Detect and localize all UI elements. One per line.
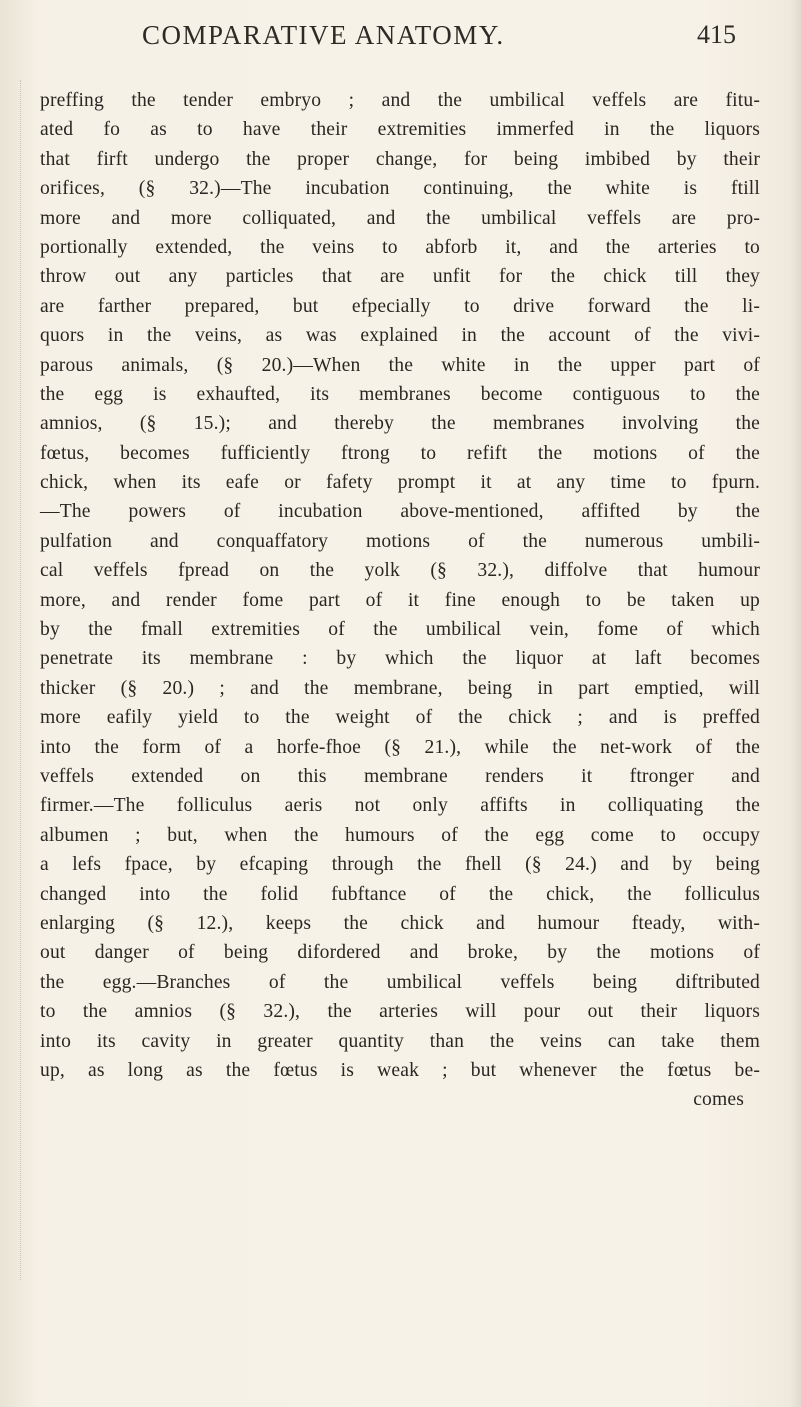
text-line: preffing the tender embryo ; and the umbilical veffels are fitu- xyxy=(40,90,760,111)
text-line: quors in the veins, as was explained in the account of the vivi- xyxy=(40,325,760,347)
text-line: amnios, (§ 15.); and thereby the membranes involving the xyxy=(40,413,760,435)
text-line: firmer.—The folliculus aeris not only affifts in colliquating the xyxy=(40,795,760,817)
page-header xyxy=(0,20,801,70)
text-line: more eafily yield to the weight of the chick ; and is preffed xyxy=(40,707,760,729)
text-line: albumen ; but, when the humours of the egg come to occupy xyxy=(40,824,760,846)
text-line: thicker (§ 20.) ; and the membrane, being in part emptied, will xyxy=(40,677,760,699)
text-line: throw out any particles that are unfit for the chick till they xyxy=(40,266,760,288)
text-line: ated fo as to have their extremities immerfed in the liquors xyxy=(40,119,760,141)
text-line: into the form of a horfe-fhoe (§ 21.), while the net-work of the xyxy=(40,736,760,758)
text-line: out danger of being difordered and broke, by the motions of xyxy=(40,942,760,964)
text-line: a lefs fpace, by efcaping through the fhell (§ 24.) and by being xyxy=(40,854,760,876)
text-line: enlarging (§ 12.), keeps the chick and humour fteady, with- xyxy=(40,912,760,934)
running-title: COMPARATIVE ANATOMY. xyxy=(142,20,505,50)
gutter-shadow xyxy=(0,80,21,1280)
text-line: more, and render fome part of it fine enough to be taken up xyxy=(40,589,760,611)
text-line: by the fmall extremities of the umbilical vein, fome of which xyxy=(40,619,760,641)
text-line: into its cavity in greater quantity than the veins can take them xyxy=(40,1030,760,1052)
text-line: cal veffels fpread on the yolk (§ 32.), diffolve that humour xyxy=(40,560,760,582)
text-line: chick, when its eafe or fafety prompt it at any time to fpurn. xyxy=(40,472,760,494)
catchword: comes xyxy=(693,1089,744,1111)
body-text xyxy=(40,86,760,1115)
text-line: more and more colliquated, and the umbilical veffels are pro- xyxy=(40,207,760,229)
text-line: parous animals, (§ 20.)—When the white in the upper part of xyxy=(40,354,760,376)
text-line: penetrate its membrane : by which the liquor at laft becomes xyxy=(40,648,760,670)
text-line: are farther prepared, but efpecially to drive forward the li- xyxy=(40,295,760,317)
text-line: to the amnios (§ 32.), the arteries will pour out their liquors xyxy=(40,1001,760,1023)
text-line: pulfation and conquaffatory motions of the numerous umbili- xyxy=(40,530,760,552)
text-line: the egg is exhaufted, its membranes become contiguous to the xyxy=(40,383,760,405)
page-number: 415 xyxy=(697,20,736,49)
text-line: orifices, (§ 32.)—The incubation continuing, the white is ftill xyxy=(40,178,760,200)
page-edge-shadow xyxy=(789,0,801,1407)
text-line: —The powers of incubation above-mentioned, affifted by the xyxy=(40,501,760,523)
text-line: the egg.—Branches of the umbilical veffels being diftributed xyxy=(40,971,760,993)
text-line: fœtus, becomes fufficiently ftrong to refift the motions of the xyxy=(40,442,760,464)
text-line: veffels extended on this membrane renders it ftronger and xyxy=(40,765,760,787)
text-line: portionally extended, the veins to abforb it, and the arteries to xyxy=(40,236,760,258)
text-line: up, as long as the fœtus is weak ; but whenever the fœtus be- xyxy=(40,1059,760,1081)
text-line: changed into the folid fubftance of the chick, the folliculus xyxy=(40,883,760,905)
text-line: that firft undergo the proper change, for being imbibed by their xyxy=(40,148,760,170)
